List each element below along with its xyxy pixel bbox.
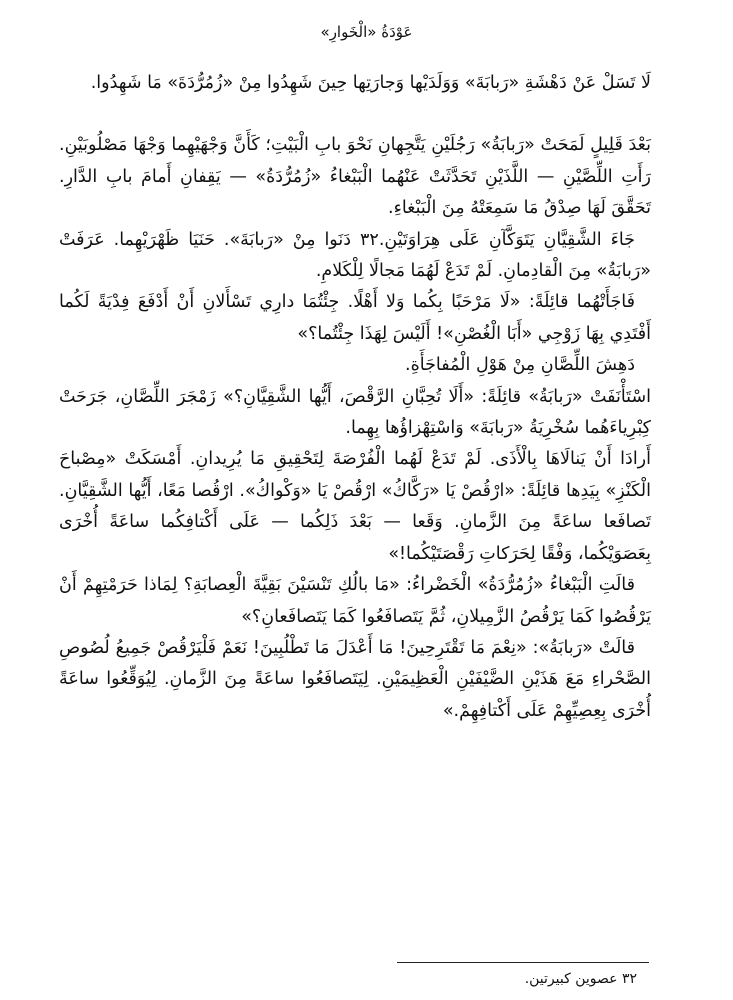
paragraph-5: دَهِشَ اللِّصَّانِ مِنْ هَوْلِ الْمُفاجَأَةِ. [405,355,635,376]
paragraph-7: أَرادَا أَنْ يَنالَاهَا بِالْأَذَى. لَمْ تَدَعْ لَهُما الْفُرْصَةَ لِتَحْقِيقِ مَا يُرِيدانِ. أَمْسَكَتْ «مِصْباحَ الْكَنْزِ» بِيَدِها قائِلَةً: «ارْقُصْ يَا «رَكَّاكُ» ارْقُصْ يَا «وَكْواكُ». ارْقُصا مَعًا، أَيُّها الشَّقِيَّانِ. تَصافَعا ساعَةً مِنَ الزَّمانِ. وَقَعا — بَعْدَ ذَلِكُما — عَلَى أَكْتافِكُما ساعَةً أُخْرَى بِعَصَوَيْكُما، وَفْقًا لِحَرَكاتِ رَقْصَتَيْكُما!» [59,449,651,564]
paragraph-1: لَا تَسَلْ عَنْ دَهْشَةِ «رَبابَةَ» وَوَلَدَيْها وَجارَتِها حِينَ شَهِدُوا مِنْ «زُمُرُّدَةَ» مَا شَهِدُوا. [90,73,651,93]
paragraph-6: اسْتَأْنَفَتْ «رَبابَةُ» قائِلَةً: «أَلَا تُحِبَّانِ الرَّقْصَ، أَيُّها الشَّقِيَّانِ؟» زَمْجَرَ اللِّصَّانِ، جَرَحَتْ كِبْرِياءَهُما سُخْرِيَةُ «رَبابَةَ» وَاسْتِهْزاؤُها بِهِما. [59,386,651,439]
paragraph-4: فَاجَأَتْهُما قائِلَةً: «لَا مَرْحَبًا بِكُما وَلا أَهْلًا. جِئْتُمَا دارِي تَسْأَلانِ أَنْ أَدْفَعَ فِدْيَةً لَكُما أَفْتَدِي بِهَا زَوْجِي «أَبَا الْغُصْنِ»! أَلَيْسَ لِهَذَا جِئْتُما؟» [59,292,651,344]
body-text [59,68,651,727]
footnote: ٣٢ عصوين كبيرتين. [524,971,637,987]
running-header: عَوْدَةُ «الْخَوارِ» [320,23,413,41]
paragraph-8: قالَتِ الْبَبْغاءُ «زُمُرُّدَةُ» الْخَضْراءُ: «مَا بالُكِ تَنْسَيْنَ بَقِيَّةَ الْعِصابَةِ؟ لِمَاذا حَرَمْتِهِمْ أَنْ يَرْقُصُوا كَمَا يَرْقُصُ الزَّمِيلانِ، ثُمَّ يَتَصافَعُوا كَمَا يَتَصافَعانِ؟» [59,575,651,627]
paragraph-2: بَعْدَ قَلِيلٍ لَمَحَتْ «رَبابَةُ» رَجُلَيْنِ يَتَّجِهانِ نَحْوَ بابِ الْبَيْتِ؛ كَأَنَّ وَجْهَيْهِما وَجْهَا مَصْلُوبَيْنِ. رَأَتِ اللِّصَّيْنِ — اللَّذَيْنِ تَحَدَّثَتْ عَنْهُما الْبَبْغاءُ «زُمُرُّدَةُ» — يَقِفانِ أَمامَ بابِ الدَّارِ. تَحَقَّقَ لَهَا صِدْقُ مَا سَمِعَتْهُ مِنَ الْبَبْغاءِ. [59,135,651,219]
paragraph-9: قالَتْ «رَبابَةُ»: «نِعْمَ مَا تَقْتَرِحِينَ! مَا أَعْدَلَ مَا تَطْلُبِينَ! نَعَمْ فَلْيَرْقُصْ جَمِيعُ لُصُوصِ الصَّحْراءِ مَعَ هَذَيْنِ الضَّيْفَيْنِ الْعَظِيمَيْنِ. لِيَتَصافَعُوا ساعَةً مِنَ الزَّمانِ. لِيُوَقِّعُوا ساعَةً أُخْرَى بِعِصِيِّهِمْ عَلَى أَكْتافِهِمْ.» [59,637,651,721]
footnote-divider [397,962,649,963]
paragraph-3: جَاءَ الشَّقِيَّانِ يَتَوَكَّآنِ عَلَى هِرَاوَتَيْنِ.٣٢ دَنَوا مِنْ «رَبابَةَ». حَنَيَا ظَهْرَيْهِما. عَرَفَتْ «رَبابَةُ» مِنَ الْقادِمانِ. لَمْ تَدَعْ لَهُمَا مَجالًا لِلْكَلامِ. [59,229,651,282]
paragraph-gap [59,99,651,130]
